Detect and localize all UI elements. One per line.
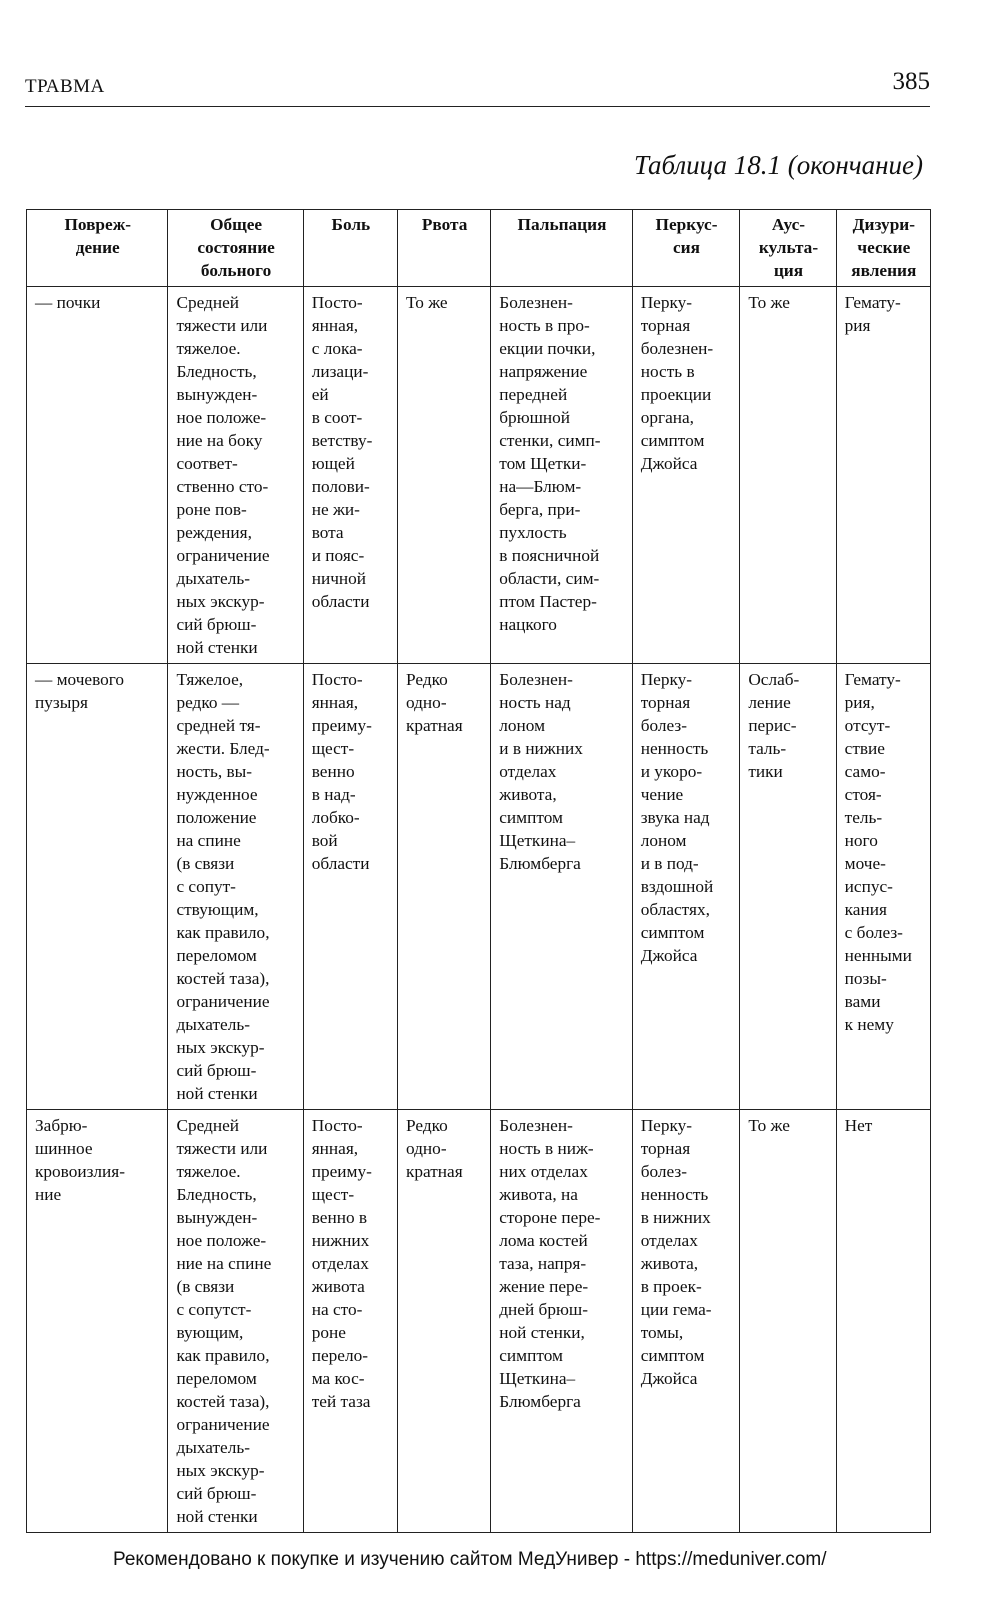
table-header-row xyxy=(27,210,931,287)
table-cell: То же xyxy=(740,287,836,664)
table-cell: Редко одно- кратная xyxy=(398,664,491,1110)
footer-watermark: Рекомендовано к покупке и изучению сайтом МедУнивер - https://meduniver.com/ xyxy=(113,1549,827,1570)
running-head: ТРАВМА xyxy=(25,76,105,97)
table-cell: Гемату- рия xyxy=(836,287,930,664)
table-cell: — мочевого пузыря xyxy=(27,664,168,1110)
table-cell: Перку- торная болез- ненность в нижних отделах живота, в проек- ции гема- томы, симптом Джойса xyxy=(632,1110,740,1533)
table-cell: — почки xyxy=(27,287,168,664)
table-cell: Нет xyxy=(836,1110,930,1533)
column-header: Аус- культа- ция xyxy=(740,210,836,287)
table-cell: Болезнен- ность над лоном и в нижних отделах живота, симптом Щеткина– Блюмберга xyxy=(491,664,632,1110)
table-cell: Посто- янная, с лока- лизаци- ей в соот- ветству- ющей полови- не жи- вота и пояс- ничной области xyxy=(303,287,397,664)
table-cell: Гемату- рия, отсут- ствие само- стоя- тель- ного моче- испус- кания с болез- ненными позы- вами к нему xyxy=(836,664,930,1110)
page-number: 385 xyxy=(892,68,930,95)
table-cell: Средней тяжести или тяжелое. Бледность, вынужден- ное положе- ние на спине (в связи с сопутст- вующим, как правило, переломом костей таза), ограничение дыхатель- ных экскур- сий брюш- ной стенки xyxy=(168,1110,303,1533)
table-cell: Болезнен- ность в ниж- них отделах живота, на стороне пере- лома костей таза, напря- жение пере- дней брюш- ной стенки, симптом Щеткина– Блюмберга xyxy=(491,1110,632,1533)
table-cell: Перку- торная болезнен- ность в проекции органа, симптом Джойса xyxy=(632,287,740,664)
column-header: Пальпация xyxy=(491,210,632,287)
table-cell: Редко одно- кратная xyxy=(398,1110,491,1533)
table-cell: Болезнен- ность в про- екции почки, напряжение передней брюшной стенки, симп- том Щетки- на—Блюм- берга, при- пухлость в поясничной области, сим- птом Пастер- нацкого xyxy=(491,287,632,664)
table-row xyxy=(27,664,931,1110)
table-cell: То же xyxy=(398,287,491,664)
column-header: Дизури- ческие явления xyxy=(836,210,930,287)
table-cell: Посто- янная, преиму- щест- венно в нижних отделах живота на сто- роне перело- ма кос- тей таза xyxy=(303,1110,397,1533)
table-cell: Ослаб- ление перис- таль- тики xyxy=(740,664,836,1110)
table-row xyxy=(27,1110,931,1533)
column-header: Боль xyxy=(303,210,397,287)
column-header: Рвота xyxy=(398,210,491,287)
table-cell: Тяжелое, редко — средней тя- жести. Блед- ность, вы- нужденное положение на спине (в связи с сопут- ствующим, как правило, переломом костей таза), ограничение дыхатель- ных экскур- сий брюш- ной стенки xyxy=(168,664,303,1110)
table-cell: Перку- торная болез- ненность и укоро- чение звука над лоном и в под- вздошной областях, симптом Джойса xyxy=(632,664,740,1110)
table-cell: Забрю- шинное кровоизлия- ние xyxy=(27,1110,168,1533)
header-rule xyxy=(25,106,930,107)
column-header: Перкус- сия xyxy=(632,210,740,287)
column-header: Общее состояние больного xyxy=(168,210,303,287)
table-row xyxy=(27,287,931,664)
table-cell: То же xyxy=(740,1110,836,1533)
column-header: Повреж- дение xyxy=(27,210,168,287)
injury-table xyxy=(26,209,931,1533)
table-cell: Посто- янная, преиму- щест- венно в над- лобко- вой области xyxy=(303,664,397,1110)
table-cell: Средней тяжести или тяжелое. Бледность, вынужден- ное положе- ние на боку соответ- ственно сто- роне пов- реждения, ограничение дыхатель- ных экскур- сий брюш- ной стенки xyxy=(168,287,303,664)
table-caption: Таблица 18.1 (окончание) xyxy=(633,150,923,180)
